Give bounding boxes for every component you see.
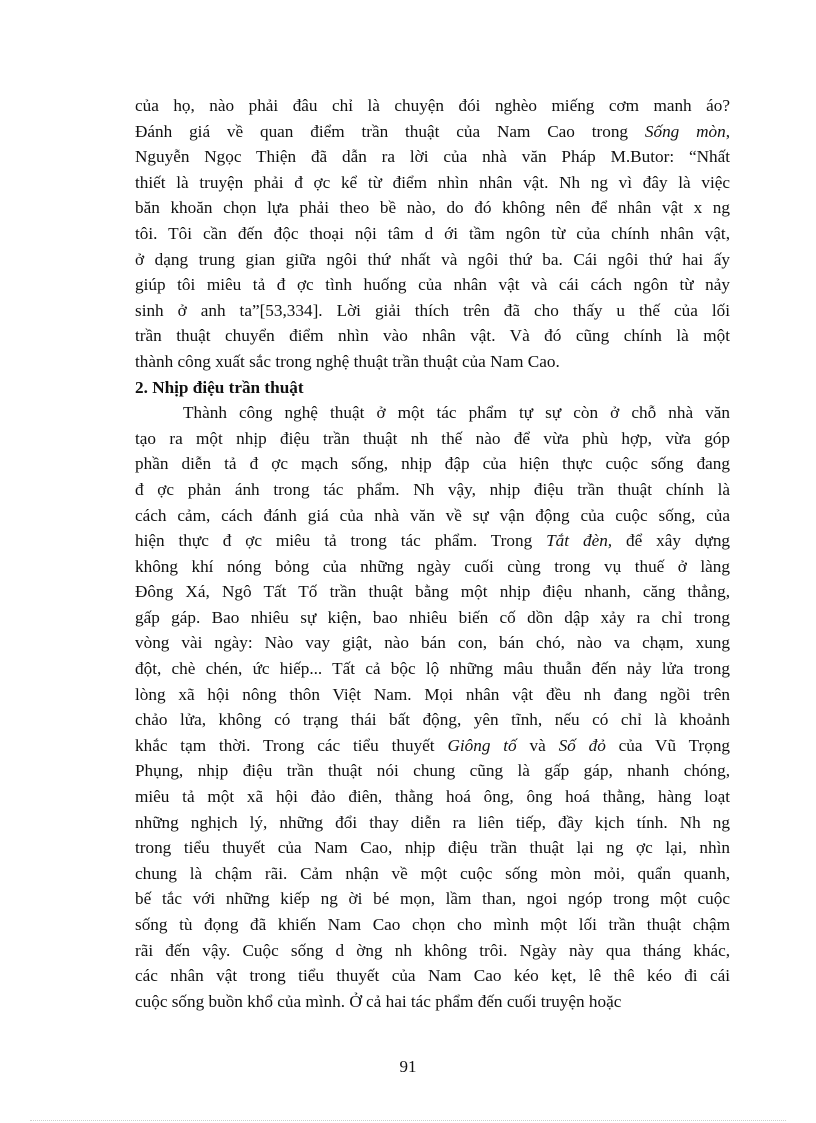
text-line (135, 938, 730, 964)
text-span: đ ợc phản ánh trong tác phẩm. Nh vậy, nhịp điệu trần thuật chính là (135, 479, 730, 499)
text-span: giúp tôi miêu tả đ ợc tình huống của nhân vật và cái cách ngôn từ nảy (135, 275, 730, 295)
text-span: khắc tạm thời. Trong các tiểu thuyết (135, 735, 448, 755)
text-line (135, 528, 730, 554)
text-line (135, 221, 730, 247)
text-line (135, 963, 730, 989)
text-line (135, 733, 730, 759)
text-span: chảo lửa, không có trạng thái bất động, yên tĩnh, nếu có chỉ là khoảnh (135, 710, 730, 730)
text-line (135, 170, 730, 196)
text-line (135, 605, 730, 631)
text-span: của Vũ Trọng (605, 735, 731, 755)
page-number: 91 (399, 1057, 417, 1076)
text-line (135, 554, 730, 580)
text-span: không khí nóng bỏng của những ngày cuối cùng trong vụ thuế ở làng (135, 556, 730, 576)
text-span: Đông Xá, Ngô Tất Tố trần thuật bằng một nhịp điệu nhanh, căng thẳng, (135, 582, 730, 602)
text-line (135, 784, 730, 810)
work-title: Tắt đèn, (546, 531, 613, 551)
text-line (135, 835, 730, 861)
text-line (135, 630, 730, 656)
text-line (135, 451, 730, 477)
text-span: của họ, nào phải đâu chỉ là chuyện đói nghèo miếng cơm manh áo? (135, 96, 730, 115)
text-line (135, 426, 730, 452)
text-span: rãi đến vậy. Cuộc sống d ờng nh không trôi. Ngày này qua tháng khác, (135, 940, 730, 960)
text-span: Nguyễn Ngọc Thiện đã dẫn ra lời của nhà văn Pháp M.Butor: “Nhất (135, 147, 730, 167)
text-line (135, 682, 730, 708)
text-line (135, 861, 730, 887)
text-span: sinh ở anh ta”[53,334]. Lời giải thích trên đã cho thấy u thế của lối (135, 300, 730, 320)
text-span: trần thuật chuyển điểm nhìn vào nhân vật. Và đó cũng chính là một (135, 326, 730, 346)
text-span: Đánh giá về quan điểm trần thuật của Nam Cao trong (135, 121, 645, 141)
text-line (135, 912, 730, 938)
work-title: Sống mòn (644, 121, 726, 141)
text-line (135, 93, 730, 119)
text-line (135, 758, 730, 784)
text-span: miêu tả một xã hội đảo điên, thằng hoá ông, ông hoá thằng, hàng loạt (135, 787, 730, 807)
text-line (135, 579, 730, 605)
text-line (135, 477, 730, 503)
text-span: các nhân vật trong tiểu thuyết của Nam Cao kéo kẹt, lê thê kéo đi cái (135, 966, 730, 986)
text-span: thành công xuất sắc trong nghệ thuật trần thuật của Nam Cao. (135, 351, 560, 371)
section-heading: 2. Nhịp điệu trần thuật (135, 377, 304, 397)
work-title: Số đỏ (558, 735, 606, 755)
text-span: chung là chậm rãi. Cảm nhận về một cuộc sống mòn mỏi, quẩn quanh, (135, 863, 730, 883)
text-span: gấp gáp. Bao nhiêu sự kiện, bao nhiêu biến cố dồn dập xảy ra chỉ trong (135, 607, 730, 627)
text-span: tạo ra một nhịp điệu trần thuật nh thế nào để vừa phù hợp, vừa góp (135, 428, 730, 448)
text-line (135, 247, 730, 273)
text-line (135, 886, 730, 912)
text-span: ở dạng trung gian giữa ngôi thứ nhất và ngôi thứ ba. Cái ngôi thứ hai ấy (135, 249, 730, 269)
text-span: thiết là truyện phải đ ợc kể từ điểm nhìn nhân vật. Nh ng vì đây là việc (135, 172, 730, 192)
text-span: bế tắc với những kiếp ng ời bé mọn, lầm than, ngoi ngóp trong một cuộc (135, 889, 730, 909)
text-line (135, 298, 730, 324)
text-span: tôi. Tôi cần đến độc thoại nội tâm d ới tầm ngôn từ của chính nhân vật, (135, 223, 730, 243)
text-span: Thành công nghệ thuật ở một tác phẩm tự sự còn ở chỗ nhà văn (183, 403, 730, 423)
text-line (135, 375, 730, 401)
text-line (135, 349, 730, 375)
text-span: lòng xã hội nông thôn Việt Nam. Mọi nhân vật đều nh đang ngồi trên (135, 684, 730, 704)
text-span: cách cảm, cách đánh giá của nhà văn về sự vận động của cuộc sống, của (135, 505, 730, 525)
text-span: phần diễn tả đ ợc mạch sống, nhịp đập của hiện thực cuộc sống đang (135, 454, 730, 474)
body-text (135, 93, 730, 1014)
text-span: và (516, 735, 559, 755)
text-span: băn khoăn chọn lựa phải theo bề nào, do đó không nên để nhân vật x ng (135, 198, 730, 218)
text-line (135, 503, 730, 529)
text-span: đột, chè chén, ức hiếp... Tất cả bộc lộ những mâu thuẫn đến nảy lửa trong (135, 659, 730, 679)
text-span: Phụng, nhịp điệu trần thuật nói chung cũng là gấp gáp, nhanh chóng, (135, 761, 730, 781)
text-span: hiện thực đ ợc miêu tả trong tác phẩm. Trong (135, 531, 547, 551)
text-line (135, 989, 730, 1015)
footer-dotted-divider (30, 1120, 786, 1121)
text-span: trong tiểu thuyết của Nam Cao, nhịp điệu trần thuật lại ng ợc lại, nhìn (135, 838, 730, 858)
text-span: để xây dựng (612, 531, 731, 551)
text-line (135, 119, 730, 145)
text-line (135, 656, 730, 682)
text-line (135, 323, 730, 349)
text-line (135, 707, 730, 733)
text-span: những nghịch lý, những đổi thay diễn ra liên tiếp, đầy kịch tính. Nh ng (135, 812, 730, 832)
text-line (135, 400, 730, 426)
text-line (135, 144, 730, 170)
text-line (135, 195, 730, 221)
text-line (135, 810, 730, 836)
text-span: sống tù đọng đã khiến Nam Cao chọn cho mình một lối trần thuật chậm (135, 915, 730, 934)
text-span: cuộc sống buồn khổ của mình. Ở cả hai tác phẩm đến cuối truyện hoặc (135, 991, 622, 1011)
work-title: Giông tố (447, 735, 517, 755)
text-span: , (725, 121, 730, 141)
text-span: vòng vài ngày: Nào vay giật, nào bán con, bán chó, nào va chạm, xung (135, 633, 730, 653)
text-line (135, 272, 730, 298)
